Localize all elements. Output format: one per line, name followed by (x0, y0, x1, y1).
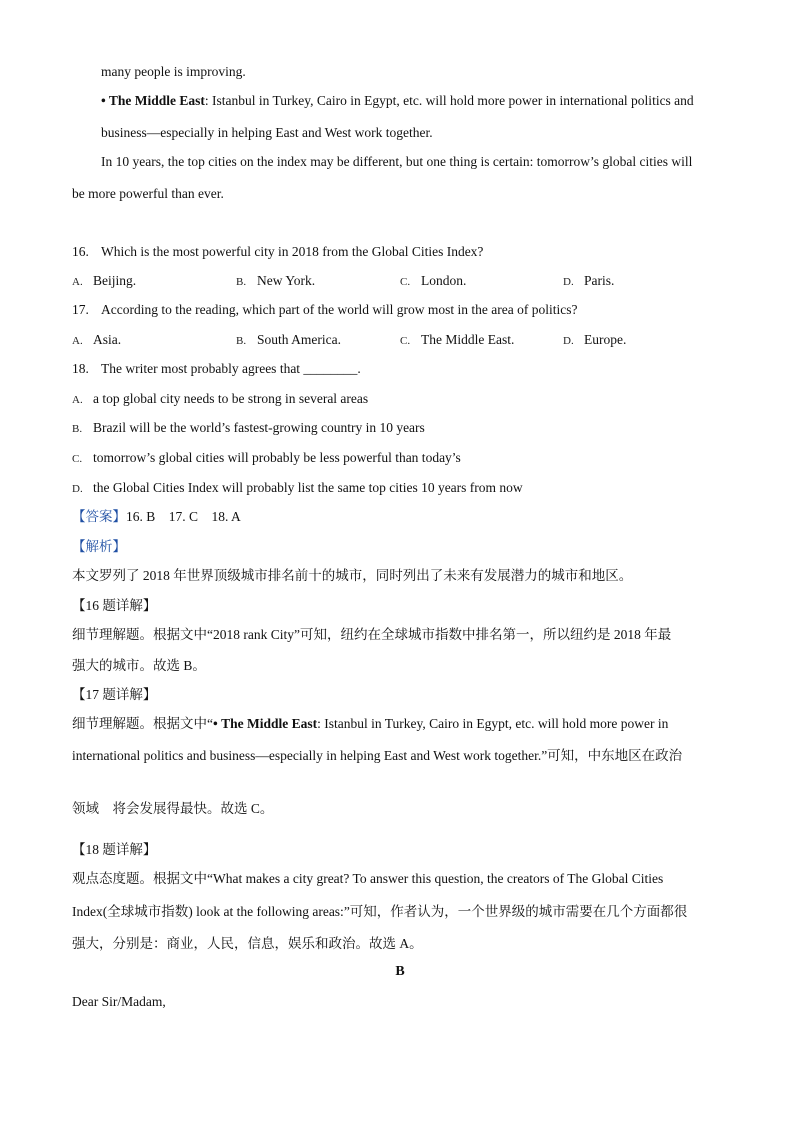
question-18-option-a (72, 389, 368, 410)
question-16-option-d (563, 271, 614, 292)
answer-line (72, 507, 241, 527)
passage-line-5: be more powerful than ever. (72, 186, 224, 201)
q17-detail-title: 【17 题详解】 (72, 687, 157, 702)
question-text: Which is the most powerful city in 2018 from the Global Cities Index? (101, 244, 484, 259)
option-label: C. (400, 335, 411, 347)
question-text: According to the reading, which part of the world will grow most in the area of politics? (101, 302, 578, 317)
option-label: A. (72, 276, 83, 288)
option-text: tomorrow’s global cities will probably be less powerful than today’s (93, 450, 461, 465)
question-17-option-b (236, 330, 341, 351)
question-number: 17. (72, 302, 89, 317)
q17-detail-prefix: 细节理解题。根据文中“ (72, 716, 213, 731)
option-text: Brazil will be the world’s fastest-growing country in 10 years (93, 420, 425, 435)
analysis-summary: 本文罗列了 2018 年世界顶级城市排名前十的城市，同时列出了未来有发展潜力的城市和地区。 (72, 568, 633, 583)
option-label: B. (72, 423, 83, 435)
question-number: 18. (72, 361, 89, 376)
q17-detail-line-1 (72, 714, 668, 734)
option-text: South America. (257, 332, 341, 347)
option-text: the Global Cities Index will probably list the same top cities 10 years from now (93, 480, 523, 495)
q17-detail-line-3: 领域 将会发展得最快。故选 C。 (72, 801, 274, 816)
q16-detail-line-1: 细节理解题。根据文中“2018 rank City”可知，纽约在全球城市指数中排名第一，所以纽约是 2018 年最 (72, 627, 672, 642)
q16-detail-line-2: 强大的城市。故选 B。 (72, 658, 206, 673)
q18-detail-title: 【18 题详解】 (72, 842, 157, 857)
q16-detail-title: 【16 题详解】 (72, 598, 157, 613)
question-17-option-a (72, 330, 121, 351)
passage-line-4: In 10 years, the top cities on the index may be different, but one thing is certain: tomorrow’s global cities will (101, 154, 693, 169)
option-label: A. (72, 335, 83, 347)
letter-salutation: Dear Sir/Madam, (72, 994, 166, 1009)
question-text: The writer most probably agrees that ________. (101, 361, 361, 376)
option-label: B. (236, 335, 247, 347)
question-number: 16. (72, 244, 89, 259)
option-label: D. (563, 276, 574, 288)
option-text: New York. (257, 273, 316, 288)
option-label: C. (400, 276, 411, 288)
question-18-option-b (72, 418, 425, 439)
question-17-option-c (400, 330, 514, 351)
question-18-option-c (72, 448, 461, 469)
option-text: a top global city needs to be strong in several areas (93, 391, 369, 406)
q18-detail-line-1: 观点态度题。根据文中“What makes a city great? To answer this question, the creators of The Global Cities (72, 871, 664, 886)
question-18-option-d (72, 478, 523, 499)
q18-detail-line-3: 强大，分别是：商业，人民，信息，娱乐和政治。故选 A。 (72, 936, 423, 951)
passage-line-1: many people is improving. (101, 64, 246, 79)
option-text: Paris. (584, 273, 615, 288)
q17-detail-line-2: international politics and business—especially in helping East and West work together.”可知，中东地区在政治 (72, 748, 683, 763)
question-16-option-b (236, 271, 315, 292)
option-text: Asia. (93, 332, 122, 347)
option-text: The Middle East. (421, 332, 515, 347)
option-label: B. (236, 276, 247, 288)
option-text: Europe. (584, 332, 627, 347)
question-18-stem (72, 359, 361, 379)
option-label: D. (72, 483, 83, 495)
answer-tag: 【答案】 (72, 509, 126, 524)
passage-line-3: business—especially in helping East and West work together. (101, 125, 433, 140)
q17-detail-bold: • The Middle East (213, 716, 318, 731)
question-16-option-a (72, 271, 136, 292)
q18-detail-line-2: Index(全球城市指数) look at the following areas:”可知，作者认为，一个世界级的城市需要在几个方面都很 (72, 904, 688, 919)
answer-text: 16. B 17. C 18. A (126, 509, 241, 524)
section-b-heading: B (395, 964, 405, 979)
question-16-option-c (400, 271, 466, 292)
question-17-option-d (563, 330, 626, 351)
question-17-stem (72, 300, 578, 320)
q17-detail-suffix: : Istanbul in Turkey, Cairo in Egypt, etc. will hold more power in (317, 716, 669, 731)
option-label: D. (563, 335, 574, 347)
middle-east-heading: • The Middle East (101, 93, 205, 108)
option-label: C. (72, 453, 83, 465)
analysis-tag: 【解析】 (72, 539, 126, 554)
option-text: Beijing. (93, 273, 137, 288)
question-16-stem (72, 242, 483, 262)
passage-line-2 (101, 91, 694, 111)
middle-east-text: : Istanbul in Turkey, Cairo in Egypt, etc. will hold more power in international politics and (204, 93, 694, 108)
option-text: London. (421, 273, 467, 288)
option-label: A. (72, 394, 83, 406)
